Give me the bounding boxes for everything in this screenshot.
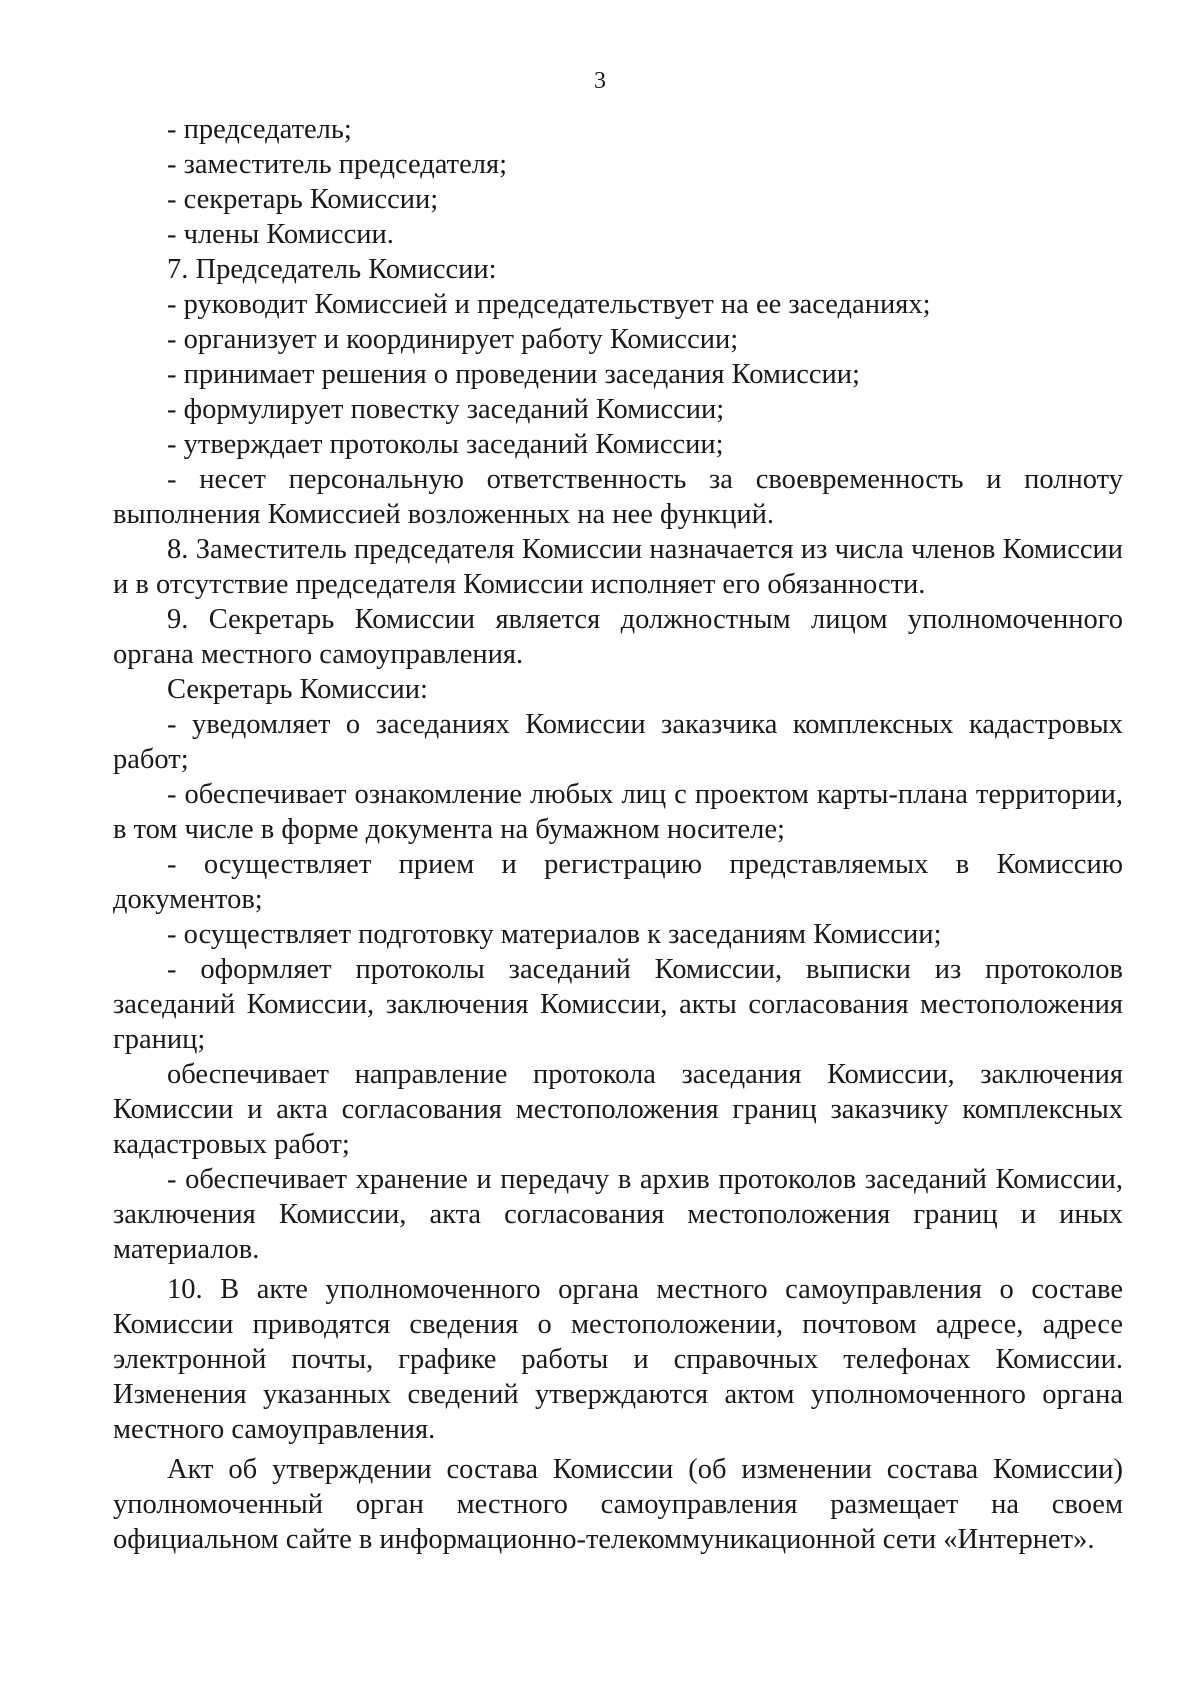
chairman-duty-5: - утверждает протоколы заседаний Комиссии; bbox=[167, 429, 724, 460]
list-item-secretary: - секретарь Комиссии; bbox=[167, 184, 439, 215]
chairman-duty-1: - руководит Комиссией и председательствует на ее заседаниях; bbox=[167, 289, 931, 320]
chairman-duty-2: - организует и координирует работу Комиссии; bbox=[167, 324, 739, 355]
chairman-duty-6: - несет персональную ответственность за своевременность и полноту выполнения Комиссией возложенных на нее функций. bbox=[113, 464, 1123, 530]
secretary-duty-7: - обеспечивает хранение и передачу в архив протоколов заседаний Комиссии, заключения Комиссии, акта согласования местоположения границ и иных материалов. bbox=[113, 1164, 1123, 1265]
list-item-chairman: - председатель; bbox=[167, 114, 352, 145]
publication-paragraph: Акт об утверждении состава Комиссии (об изменении состава Комиссии) уполномоченный орган местного самоуправления размещает на своем официальном сайте в информационно-телекоммуникационной сети «Интернет». bbox=[113, 1454, 1123, 1555]
list-item-members: - члены Комиссии. bbox=[167, 219, 394, 250]
secretary-duty-4: - осуществляет подготовку материалов к заседаниям Комиссии; bbox=[167, 919, 942, 950]
secretary-heading: Секретарь Комиссии: bbox=[167, 674, 428, 705]
section-8-paragraph: 8. Заместитель председателя Комиссии назначается из числа членов Комиссии и в отсутствие председателя Комиссии исполняет его обязанности. bbox=[113, 534, 1123, 600]
page-number: 3 bbox=[594, 68, 606, 94]
section-7-heading: 7. Председатель Комиссии: bbox=[167, 254, 497, 285]
secretary-duty-6: обеспечивает направление протокола заседания Комиссии, заключения Комиссии и акта согласования местоположения границ заказчику комплексных кадастровых работ; bbox=[113, 1059, 1123, 1160]
document-body bbox=[113, 112, 1123, 1557]
secretary-duty-5: - оформляет протоколы заседаний Комиссии, выписки из протоколов заседаний Комиссии, заключения Комиссии, акты согласования местоположения границ; bbox=[113, 954, 1123, 1055]
section-10-paragraph: 10. В акте уполномоченного органа местного самоуправления о составе Комиссии приводятся сведения о местоположении, почтовом адресе, адресе электронной почты, графике работы и справочных телефонах Комиссии. Изменения указанных сведений утверждаются актом уполномоченного органа местного самоуправления. bbox=[113, 1274, 1123, 1445]
chairman-duty-3: - принимает решения о проведении заседания Комиссии; bbox=[167, 359, 860, 390]
secretary-duty-3: - осуществляет прием и регистрацию представляемых в Комиссию документов; bbox=[113, 849, 1123, 915]
list-item-deputy-chairman: - заместитель председателя; bbox=[167, 149, 508, 180]
section-9-paragraph: 9. Секретарь Комиссии является должностным лицом уполномоченного органа местного самоуправления. bbox=[113, 604, 1123, 670]
secretary-duty-1: - уведомляет о заседаниях Комиссии заказчика комплексных кадастровых работ; bbox=[113, 709, 1123, 775]
chairman-duty-4: - формулирует повестку заседаний Комиссии; bbox=[167, 394, 725, 425]
secretary-duty-2: - обеспечивает ознакомление любых лиц с проектом карты-плана территории, в том числе в форме документа на бумажном носителе; bbox=[113, 779, 1123, 845]
